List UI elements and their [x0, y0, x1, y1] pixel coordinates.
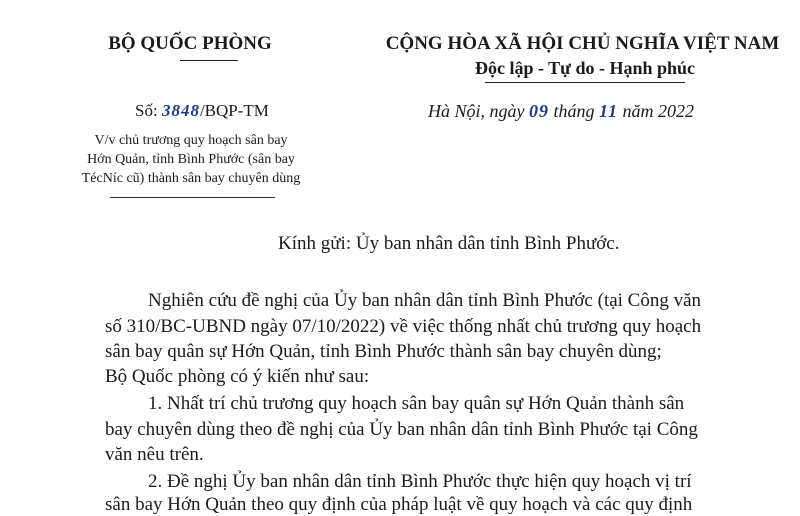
- place-label: Hà Nội, ngày: [428, 101, 525, 121]
- subject-underline: [110, 197, 275, 198]
- subject-line: Hớn Quản, tỉnh Bình Phước (sân bay: [87, 152, 295, 167]
- date-month-handwritten: 11: [599, 101, 619, 121]
- body-paragraph-1-line: sân bay quân sự Hớn Quản, tỉnh Bình Phước thành sân bay chuyên dùng;: [105, 341, 662, 362]
- body-paragraph-2-line: 1. Nhất trí chủ trương quy hoạch sân bay quân sự Hớn Quản thành sân: [148, 393, 685, 414]
- ministry-name: BỘ QUỐC PHÒNG: [108, 33, 272, 54]
- recipient-line: Kính gửi: Ủy ban nhân dân tỉnh Bình Phước.: [278, 233, 620, 254]
- body-paragraph-2-line: bay chuyên dùng theo đề nghị của Ủy ban nhân dân tỉnh Bình Phước tại Công: [105, 419, 698, 440]
- subject-line: V/v chủ trương quy hoạch sân bay: [94, 133, 288, 148]
- subject-line: TécNíc cũ) thành sân bay chuyên dùng: [81, 171, 301, 186]
- ministry-underline: [180, 60, 238, 61]
- body-paragraph-3-line: 2. Đề nghị Ủy ban nhân dân tỉnh Bình Phước thực hiện quy hoạch vị trí: [148, 471, 692, 492]
- body-paragraph-2-line: văn nêu trên.: [105, 444, 204, 465]
- national-motto: Độc lập - Tự do - Hạnh phúc: [474, 58, 696, 78]
- body-paragraph-1-line: số 310/BC-UBND ngày 07/10/2022) về việc thống nhất chủ trương quy hoạch: [105, 316, 702, 337]
- body-paragraph-1-line: Bộ Quốc phòng có ý kiến như sau:: [105, 366, 370, 387]
- date-day-handwritten: 09: [529, 101, 549, 121]
- doc-number-prefix: Số:: [135, 101, 158, 120]
- republic-title: CỘNG HÒA XÃ HỘI CHỦ NGHĨA VIỆT NAM: [385, 33, 780, 54]
- body-paragraph-1-line: Nghiên cứu đề nghị của Ủy ban nhân dân tỉnh Bình Phước (tại Công văn: [148, 290, 702, 311]
- body-paragraph-3-line: sân bay Hớn Quản theo quy định của pháp luật về quy hoạch và các quy định: [105, 494, 693, 515]
- top-edge-mark: [705, 0, 755, 2]
- document-number: [135, 101, 269, 121]
- place-and-date: [428, 101, 694, 122]
- motto-underline: [485, 82, 685, 83]
- doc-number-handwritten: 3848: [161, 101, 200, 120]
- month-label: tháng: [553, 101, 595, 121]
- year-label: năm 2022: [622, 101, 695, 121]
- doc-number-suffix: /BQP-TM: [199, 101, 269, 120]
